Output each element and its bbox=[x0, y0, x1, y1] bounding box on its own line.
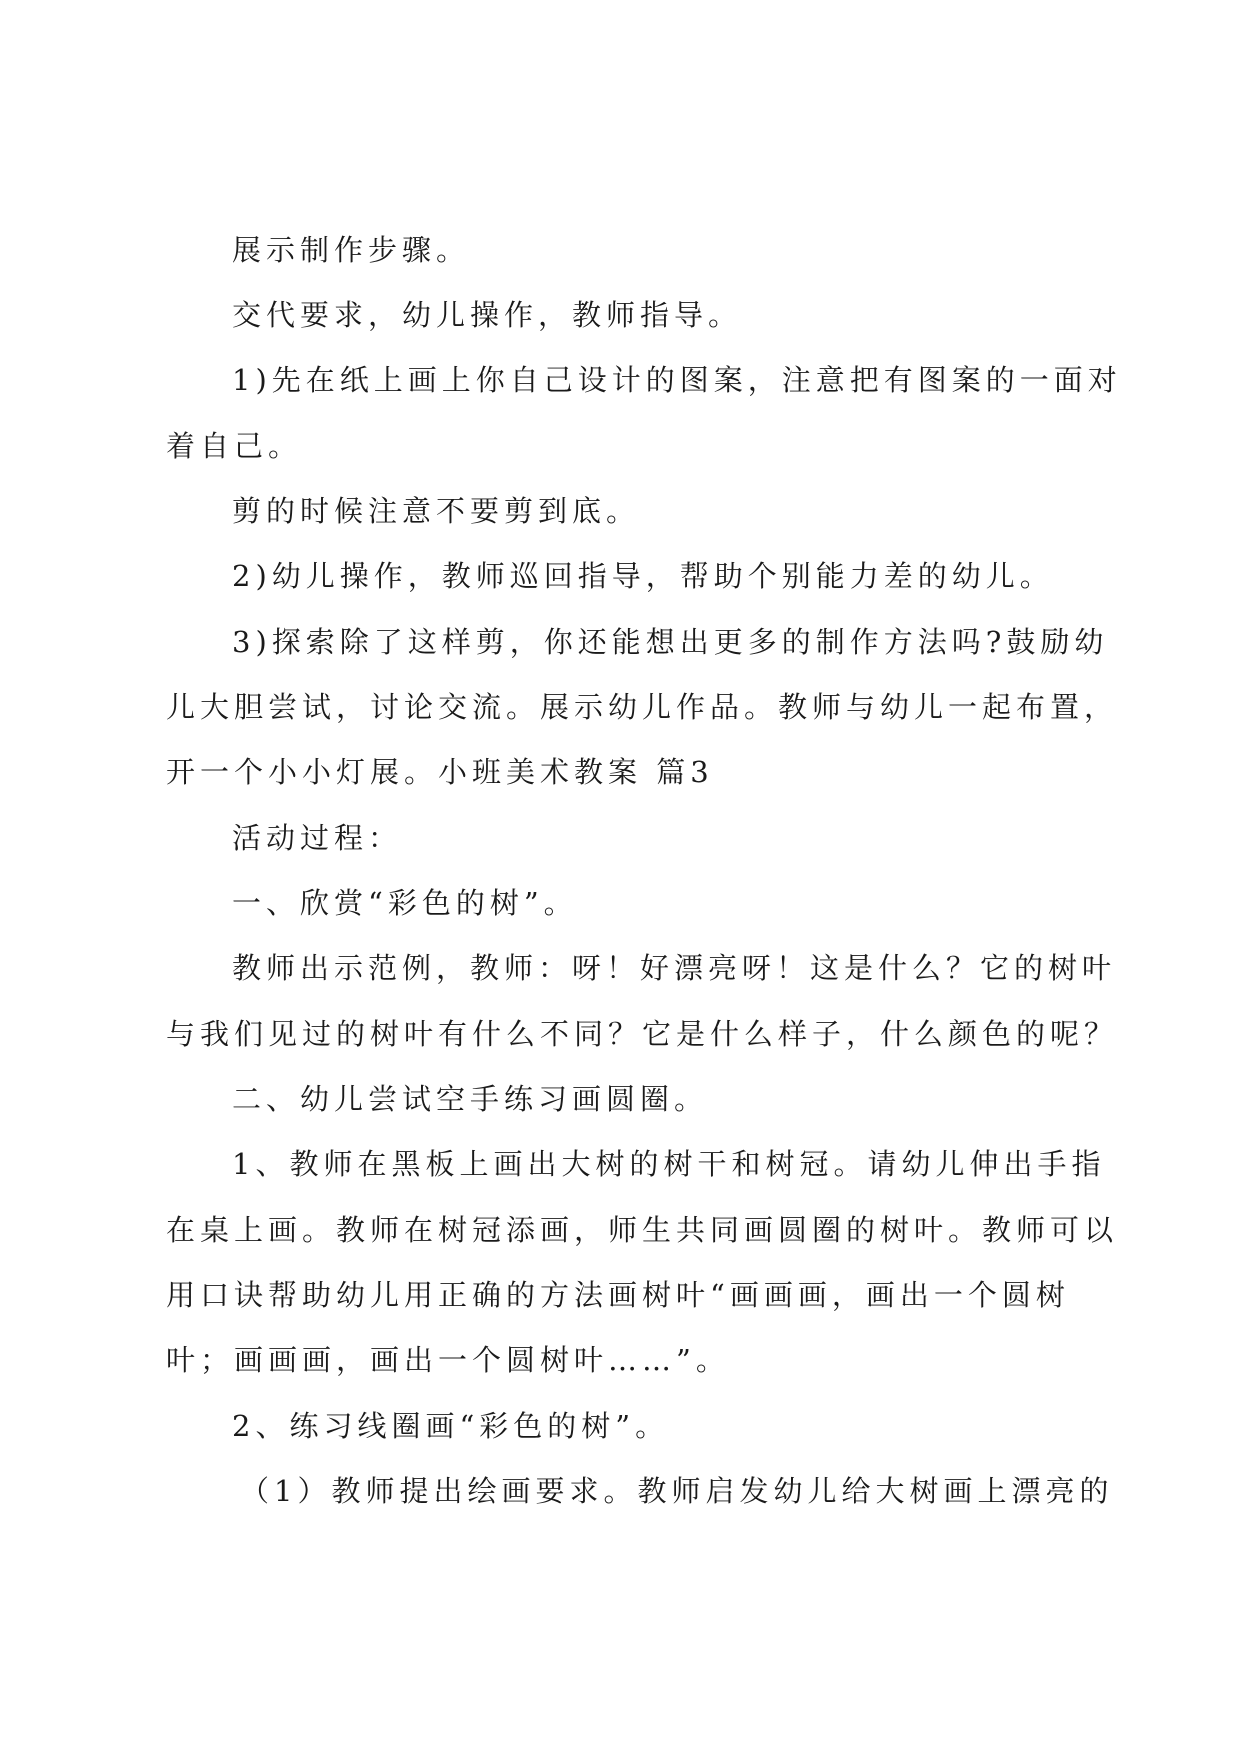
paragraph-line: 二、幼儿尝试空手练习画圆圈。 bbox=[232, 1082, 709, 1116]
paragraph-line: 剪的时候注意不要剪到底。 bbox=[232, 494, 641, 528]
paragraph-line: 活动过程： bbox=[232, 821, 403, 855]
paragraph-line: 一、欣赏“彩色的树”。 bbox=[232, 886, 578, 920]
paragraph-line: 着自己。 bbox=[166, 429, 303, 463]
paragraph-line: 在桌上画。教师在树冠添画，师生共同画圆圈的树叶。教师可以 bbox=[166, 1213, 1119, 1247]
paragraph-line: 儿大胆尝试，讨论交流。展示幼儿作品。教师与幼儿一起布置， bbox=[166, 690, 1119, 724]
paragraph-line: 2、练习线圈画“彩色的树”。 bbox=[232, 1409, 670, 1443]
paragraph-line: （1）教师提出绘画要求。教师启发幼儿给大树画上漂亮的 bbox=[240, 1474, 1114, 1508]
paragraph-line: 与我们见过的树叶有什么不同？它是什么样子，什么颜色的呢？ bbox=[166, 1017, 1119, 1051]
paragraph-line: 3)探索除了这样剪，你还能想出更多的制作方法吗?鼓励幼 bbox=[232, 625, 1109, 659]
paragraph-line: 教师出示范例，教师：呀！好漂亮呀！这是什么？它的树叶 bbox=[232, 951, 1117, 985]
paragraph-line: 用口诀帮助幼儿用正确的方法画树叶“画画画，画出一个圆树 bbox=[166, 1278, 1070, 1312]
paragraph-line: 1、教师在黑板上画出大树的树干和树冠。请幼儿伸出手指 bbox=[232, 1147, 1106, 1181]
paragraph-line: 2)幼儿操作，教师巡回指导，帮助个别能力差的幼儿。 bbox=[232, 559, 1054, 593]
paragraph-line: 叶；画画画，画出一个圆树叶……”。 bbox=[166, 1343, 730, 1377]
paragraph-line: 1)先在纸上画上你自己设计的图案，注意把有图案的一面对 bbox=[232, 363, 1122, 397]
paragraph-line: 交代要求，幼儿操作，教师指导。 bbox=[232, 298, 743, 332]
paragraph-line: 开一个小小灯展。小班美术教案 篇3 bbox=[166, 755, 714, 789]
paragraph-line: 展示制作步骤。 bbox=[232, 233, 471, 267]
